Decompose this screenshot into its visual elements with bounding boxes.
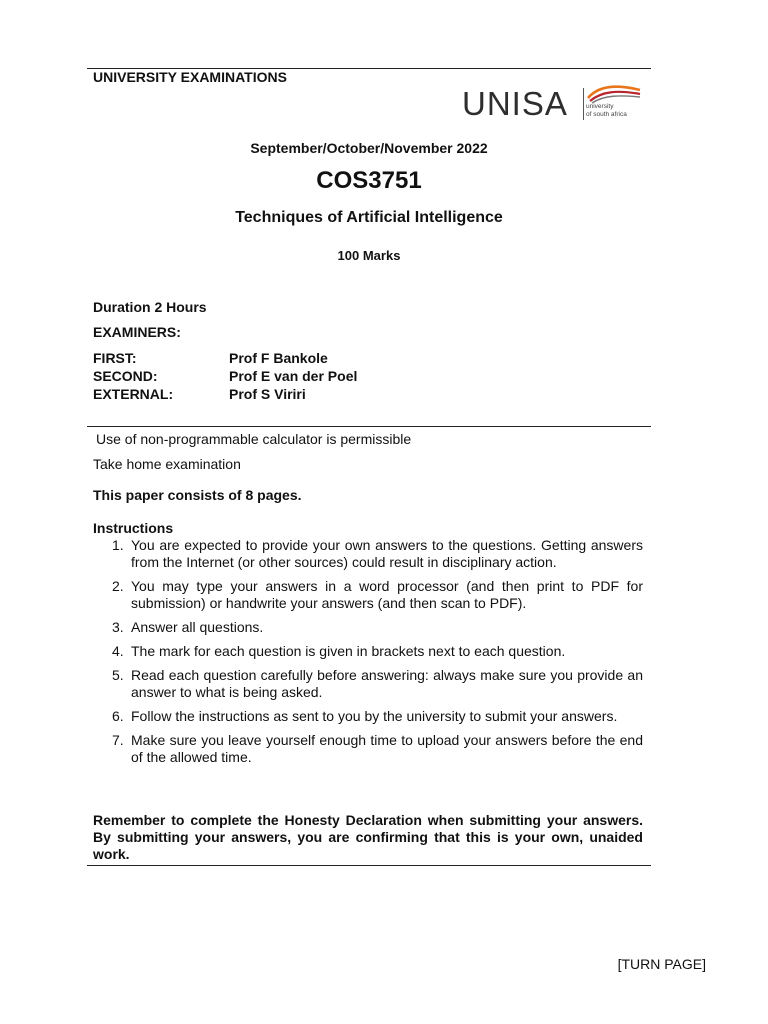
- examiner-role: EXTERNAL:: [93, 386, 174, 402]
- instruction-item: 3. Answer all questions.: [112, 619, 264, 635]
- examiner-name: Prof E van der Poel: [229, 368, 358, 384]
- instruction-item: 2. You may type your answers in a word processor (and then print to PDF for submission) or handwrite your answers (and then scan to PDF).: [112, 578, 643, 611]
- course-code: COS3751: [316, 167, 422, 194]
- honesty-declaration: Remember to complete the Honesty Declaration when submitting your answers. By submitting your answers, you are confirming that this is your own, unaided work.: [93, 812, 643, 862]
- exam-session: September/October/November 2022: [250, 140, 488, 156]
- exam-type-note: Take home examination: [93, 456, 241, 472]
- examiner-name: Prof F Bankole: [229, 350, 328, 366]
- instructions-section: [93, 520, 643, 773]
- logo-wordmark: UNISA: [462, 85, 568, 122]
- section-rule: [87, 426, 651, 427]
- exam-duration: Duration 2 Hours: [93, 299, 207, 315]
- instruction-item: 6. Follow the instructions as sent to you by the university to submit your answers.: [112, 708, 618, 724]
- instructions-title: Instructions: [93, 520, 174, 536]
- instruction-item: 4. The mark for each question is given in brackets next to each question.: [112, 643, 566, 659]
- examiner-role: SECOND:: [93, 368, 158, 384]
- examiner-row-first: [93, 350, 328, 366]
- examiner-row-second: [93, 368, 357, 384]
- page-count-note: This paper consists of 8 pages.: [93, 487, 302, 503]
- logo-subtext: university of south africa: [586, 103, 627, 118]
- course-title: Techniques of Artificial Intelligence: [235, 209, 503, 226]
- unisa-logo: [462, 84, 642, 124]
- calculator-note: Use of non-programmable calculator is permissible: [96, 431, 412, 447]
- examiners-label: EXAMINERS:: [93, 324, 181, 340]
- examiner-role: FIRST:: [93, 350, 137, 366]
- total-marks: 100 Marks: [337, 248, 401, 263]
- logo-divider: [583, 88, 584, 120]
- instruction-item: 1. You are expected to provide your own answers to the questions. Getting answers from the Internet (or other sources) could result in disciplinary action.: [112, 537, 643, 570]
- examiner-row-external: [93, 386, 306, 402]
- instruction-item: 7. Make sure you leave yourself enough time to upload your answers before the end of the allowed time.: [112, 732, 643, 765]
- instructions-list: [93, 537, 643, 766]
- instruction-item: 5. Read each question carefully before answering: always make sure you provide an answer to what is being asked.: [112, 667, 643, 700]
- bottom-rule: [87, 865, 651, 866]
- exam-header-label: UNIVERSITY EXAMINATIONS: [93, 69, 287, 85]
- turn-page-label: [TURN PAGE]: [617, 956, 706, 972]
- examiner-name: Prof S Viriri: [229, 386, 306, 402]
